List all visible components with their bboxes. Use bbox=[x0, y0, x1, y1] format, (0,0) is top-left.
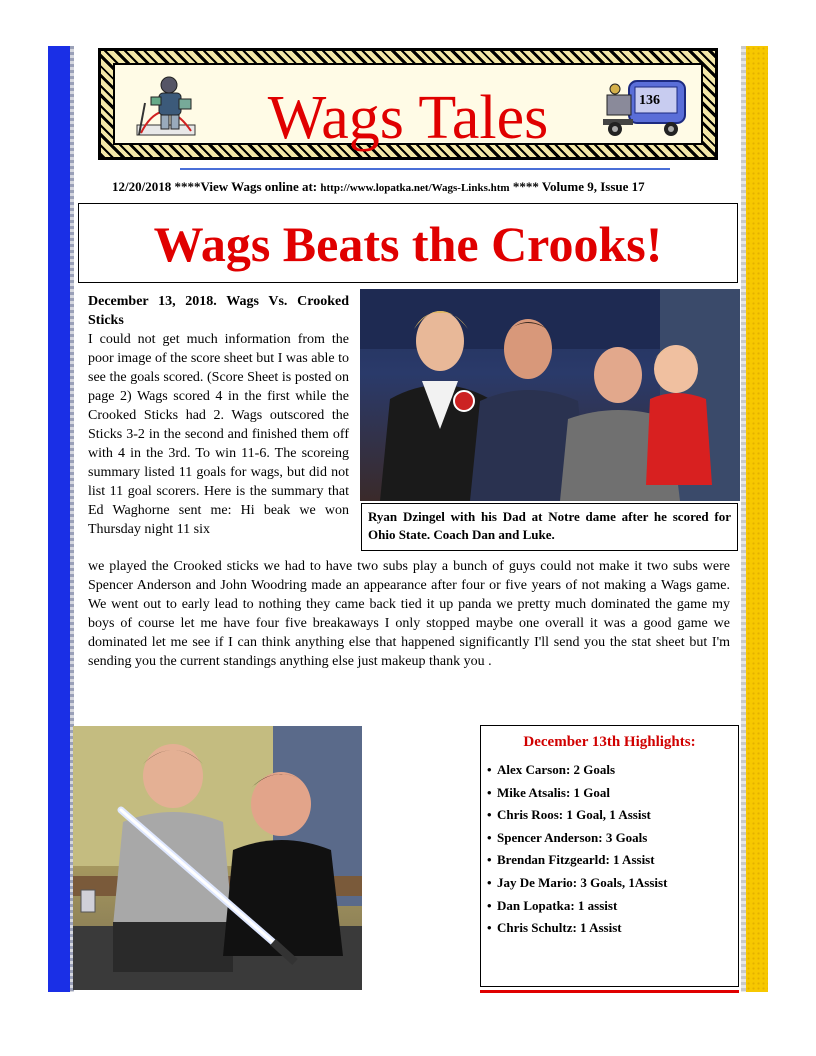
masthead bbox=[98, 48, 718, 160]
list-item: • Spencer Anderson: 3 Goals bbox=[487, 827, 667, 850]
highlights-rule bbox=[480, 990, 739, 993]
list-item: • Chris Roos: 1 Goal, 1 Assist bbox=[487, 804, 667, 827]
headline-box bbox=[78, 203, 738, 283]
dateline bbox=[112, 179, 732, 195]
volume-issue: **** Volume 9, Issue 17 bbox=[512, 179, 645, 194]
list-item: • Jay De Mario: 3 Goals, 1Assist bbox=[487, 872, 667, 895]
masthead-title: Wags Tales bbox=[267, 84, 549, 152]
list-item: • Chris Schultz: 1 Assist bbox=[487, 917, 667, 940]
highlights-title: December 13th Highlights: bbox=[523, 734, 696, 750]
masthead-rule bbox=[180, 168, 670, 170]
list-item: • Brendan Fitzgearld: 1 Assist bbox=[487, 849, 667, 872]
article-continued: we played the Crooked sticks we had to have two subs play a bunch of guys could not make it two subs were Spencer Anderson and John Woodring made an appearance after four or five years of not making a Wags game. We went out to early lead to nothing they came back tied it up panda we pretty much dominated the game my boys of course let me have four five breakaways I only stopped maybe one overall it was a good game we dominated let me see if I can think anything else that happened significantly I'll send you the stat sheet but I'm sending you the current standings anything else just makeup thank you . bbox=[88, 559, 730, 669]
right-ribbon bbox=[746, 46, 768, 992]
left-ribbon bbox=[48, 46, 70, 992]
issue-date: 12/20/2018 bbox=[112, 179, 172, 194]
article-column bbox=[88, 292, 349, 539]
highlights-box bbox=[480, 725, 739, 987]
list-item: • Alex Carson: 2 Goals bbox=[487, 759, 667, 782]
zamboni-icon bbox=[601, 75, 687, 139]
wags-links-url[interactable]: http://www.lopatka.net/Wags-Links.htm bbox=[320, 182, 510, 194]
list-item: • Mike Atsalis: 1 Goal bbox=[487, 782, 667, 805]
masthead-inner bbox=[113, 63, 703, 152]
article-body: I could not get much information from the poor image of the score sheet but I was able to see the goals scored. (Score Sheet is posted on page 2) Wags scored 4 in the first while the Crooked Sticks had 2. Wags outscored the Sticks 3-2 in the second and finished them off with 4 in the 3rd. To win 11-6. The scoreing summary listed 11 goals for wags, but did not list 11 goal scorers. Here is the summary that Ed Waghorne sent me: Hi beak we won Thursday night 11 six bbox=[88, 332, 349, 537]
list-item: • Dan Lopatka: 1 assist bbox=[487, 895, 667, 918]
issue-badge-number: 136 bbox=[639, 93, 660, 108]
photo-dzingel-family bbox=[360, 289, 740, 501]
photo1-caption: Ryan Dzingel with his Dad at Notre dame after he scored for Ohio State. Coach Dan and Luke. bbox=[361, 503, 738, 551]
headline: Wags Beats the Crooks! bbox=[153, 216, 663, 272]
highlights-list bbox=[487, 759, 667, 940]
article-lead: December 13, 2018. Wags Vs. Crooked Sticks bbox=[88, 294, 349, 328]
view-online-text: ****View Wags online at: bbox=[174, 179, 318, 194]
photo-locker-room bbox=[73, 726, 362, 990]
